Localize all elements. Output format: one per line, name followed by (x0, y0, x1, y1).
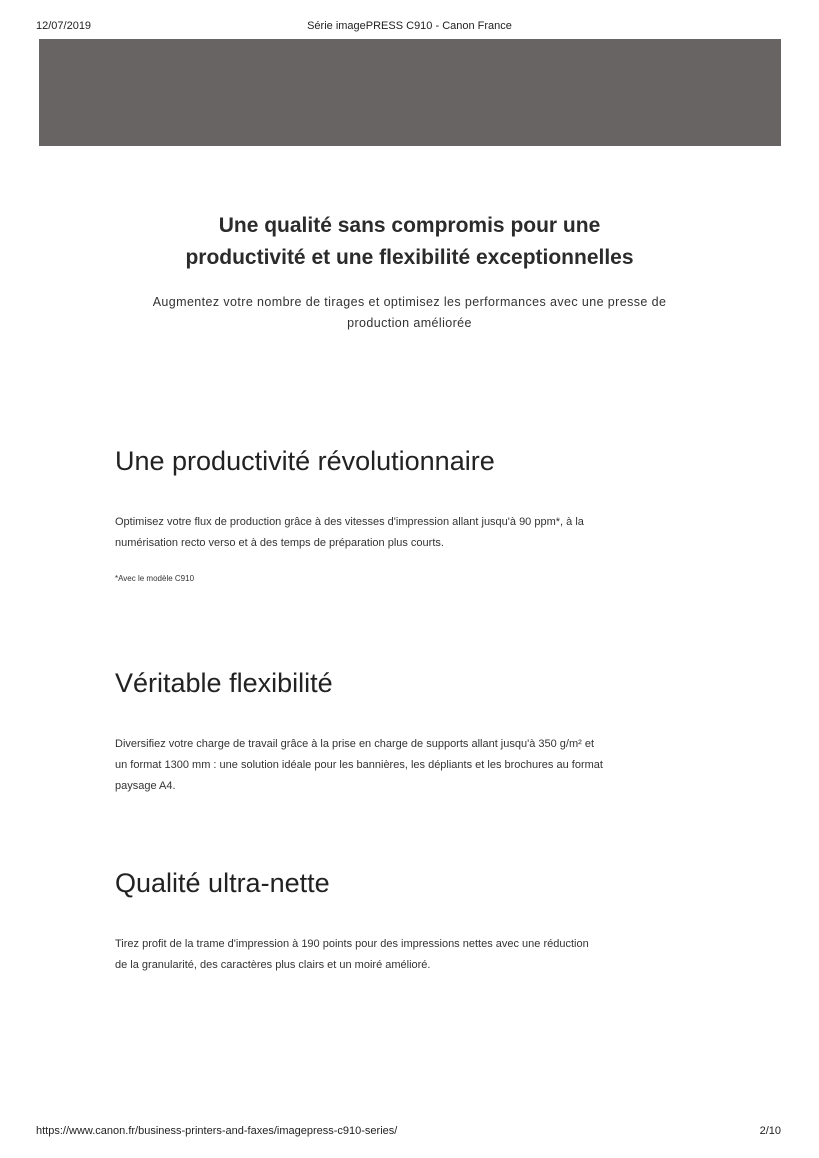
section-body (115, 734, 695, 797)
body-line-2: numérisation recto verso et à des temps de préparation plus courts. (115, 537, 444, 549)
section-title: Une productivité révolutionnaire (115, 446, 495, 476)
footnote: *Avec le modèle C910 (115, 574, 195, 583)
intro-heading (100, 210, 719, 274)
intro-subtitle-line-1: Augmentez votre nombre de tirages et optimisez les performances avec une presse de (152, 295, 667, 309)
body-line-2: un format 1300 mm : une solution idéale pour les bannières, les dépliants et les brochures au format (115, 759, 603, 771)
print-date: 12/07/2019 (36, 20, 92, 32)
body-line-1: Diversifiez votre charge de travail grâce à la prise en charge de supports allant jusqu'à 350 g/m² et (115, 738, 595, 750)
intro-subtitle-line-2: production améliorée (347, 316, 472, 330)
section-title: Véritable flexibilité (115, 668, 333, 698)
body-line-2: de la granularité, des caractères plus clairs et un moiré amélioré. (115, 959, 431, 971)
section-body (115, 934, 695, 976)
intro-heading-line-1: Une qualité sans compromis pour une (218, 214, 601, 237)
print-page-title: Série imagePRESS C910 - Canon France (307, 20, 512, 32)
intro-heading-line-2: productivité et une flexibilité exceptionnelles (185, 246, 634, 269)
section-title: Qualité ultra-nette (115, 868, 330, 898)
section-body (115, 512, 695, 554)
body-line-3: paysage A4. (115, 780, 176, 792)
print-page-number: 2/10 (759, 1125, 781, 1137)
section-productivity (115, 444, 695, 585)
hero-banner-image (39, 39, 781, 146)
section-quality (115, 866, 695, 976)
section-flexibility (115, 666, 695, 797)
body-line-1: Optimisez votre flux de production grâce à des vitesses d'impression allant jusqu'à 90 ppm*, à la (115, 516, 584, 528)
body-line-1: Tirez profit de la trame d'impression à 190 points pour des impressions nettes avec une réduction (115, 938, 589, 950)
intro-subtitle (110, 292, 709, 334)
print-footer-url: https://www.canon.fr/business-printers-and-faxes/imagepress-c910-series/ (36, 1125, 398, 1137)
